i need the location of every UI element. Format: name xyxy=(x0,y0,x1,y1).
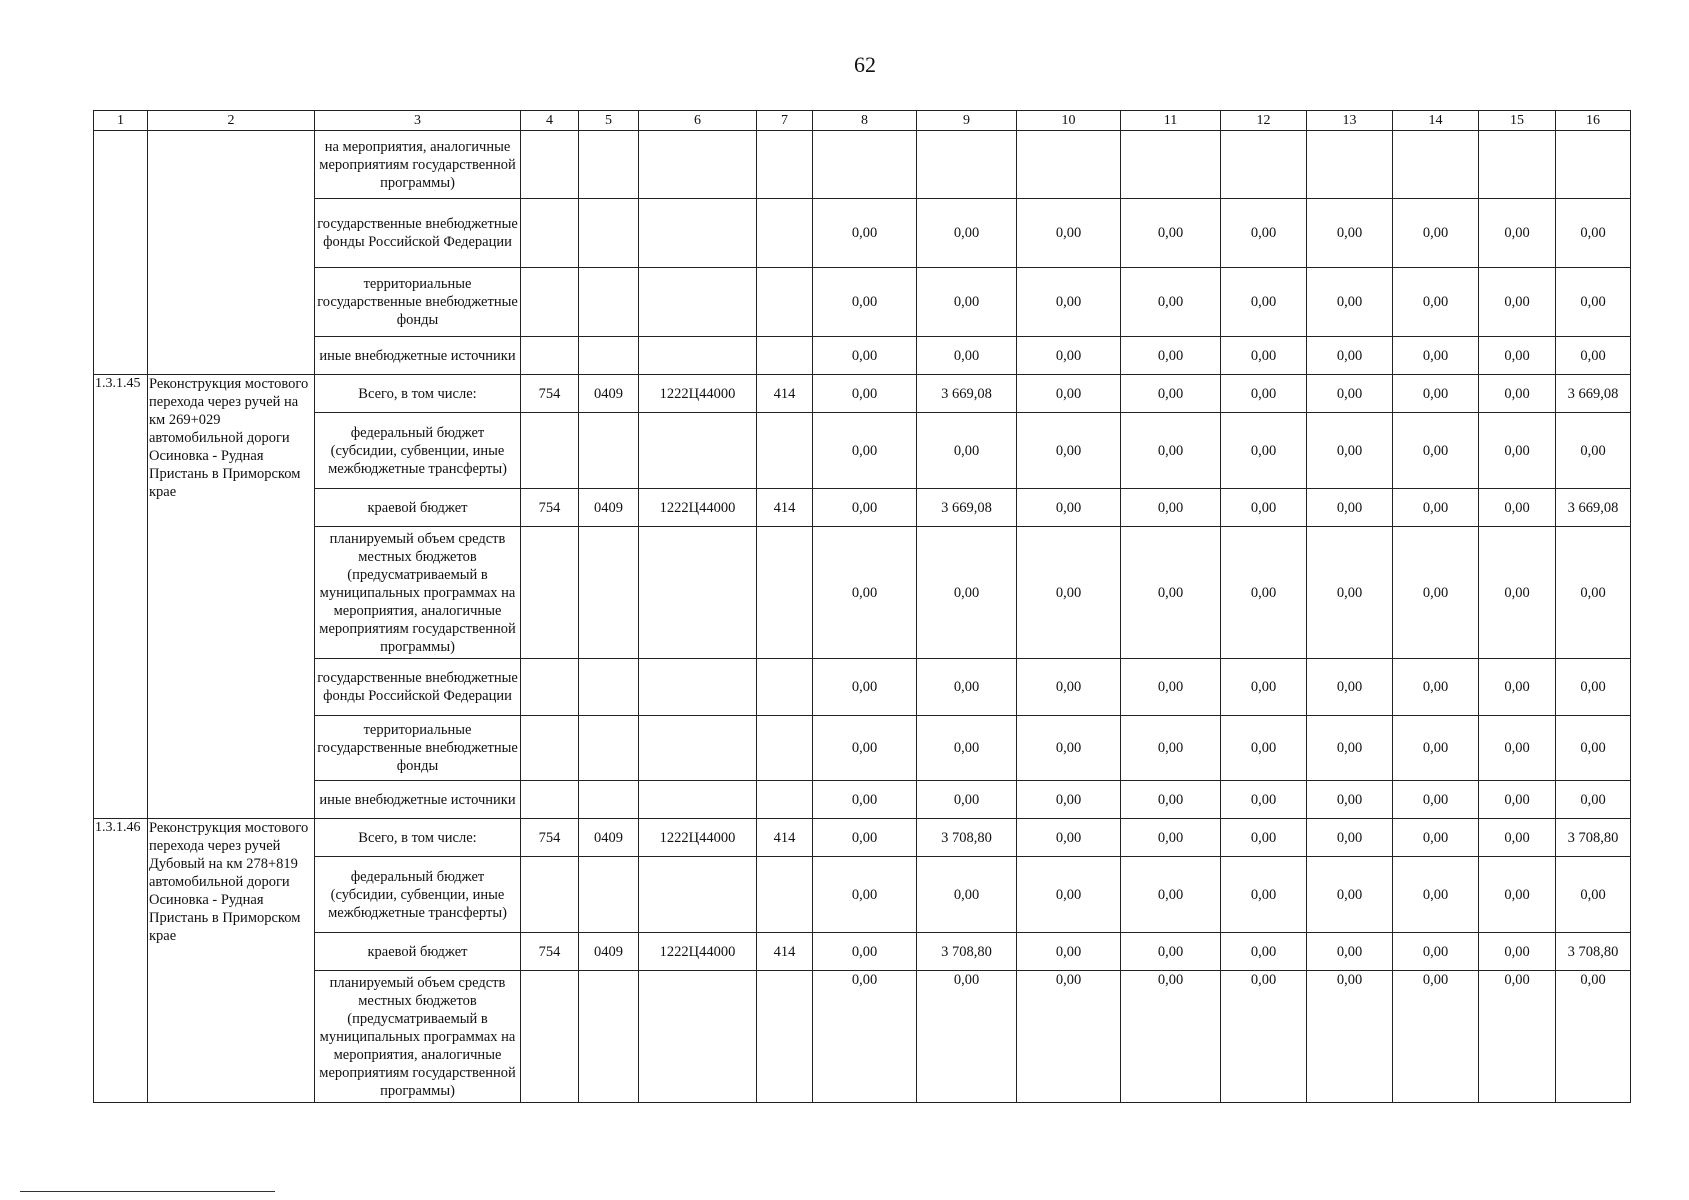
header-cell: 7 xyxy=(757,111,813,131)
table-row xyxy=(94,857,1631,933)
value-cell: 0,00 xyxy=(1121,527,1221,659)
value-cell: 0,00 xyxy=(1479,199,1556,268)
value-cell: 0,00 xyxy=(1479,527,1556,659)
value-cell: 0,00 xyxy=(1393,413,1479,489)
value-cell: 0,00 xyxy=(1221,413,1307,489)
value-cell: 0,00 xyxy=(1017,337,1121,375)
header-cell: 13 xyxy=(1307,111,1393,131)
value-cell: 0,00 xyxy=(917,413,1017,489)
source-label-cell: иные внебюджетные источники xyxy=(315,781,521,819)
source-label-cell: Всего, в том числе: xyxy=(315,819,521,857)
value-cell: 0,00 xyxy=(1393,857,1479,933)
value-cell: 0,00 xyxy=(1307,337,1393,375)
value-cell: 3 708,80 xyxy=(917,933,1017,971)
value-cell: 0,00 xyxy=(1393,199,1479,268)
value-cell: 0,00 xyxy=(1017,268,1121,337)
value-cell: 0,00 xyxy=(1017,489,1121,527)
source-label-cell: федеральный бюджет (субсидии, субвенции, иные межбюджетные трансферты) xyxy=(315,413,521,489)
value-cell: 0,00 xyxy=(813,971,917,1103)
value-cell: 0,00 xyxy=(1556,337,1631,375)
code-cell xyxy=(579,659,639,716)
value-cell: 0,00 xyxy=(1556,716,1631,781)
value-cell: 0,00 xyxy=(1121,819,1221,857)
value-cell: 0,00 xyxy=(1479,659,1556,716)
value-cell: 0,00 xyxy=(1556,268,1631,337)
code-cell xyxy=(521,971,579,1103)
source-label-cell: на мероприятия, аналогичные мероприятиям государственной программы) xyxy=(315,131,521,199)
value-cell: 0,00 xyxy=(1556,971,1631,1103)
value-cell: 0,00 xyxy=(1121,971,1221,1103)
value-cell: 0,00 xyxy=(1121,716,1221,781)
code-cell: 754 xyxy=(521,489,579,527)
code-cell xyxy=(639,659,757,716)
value-cell: 0,00 xyxy=(1479,857,1556,933)
value-cell: 0,00 xyxy=(1479,933,1556,971)
code-cell xyxy=(639,857,757,933)
value-cell: 3 708,80 xyxy=(1556,933,1631,971)
code-cell xyxy=(579,131,639,199)
value-cell: 0,00 xyxy=(1479,971,1556,1103)
value-cell: 0,00 xyxy=(1479,337,1556,375)
value-cell: 0,00 xyxy=(1307,781,1393,819)
value-cell: 0,00 xyxy=(1393,527,1479,659)
value-cell: 0,00 xyxy=(1479,716,1556,781)
value-cell: 0,00 xyxy=(813,857,917,933)
code-cell: 754 xyxy=(521,819,579,857)
value-cell: 0,00 xyxy=(1121,489,1221,527)
value-cell: 0,00 xyxy=(1393,268,1479,337)
code-cell xyxy=(579,413,639,489)
code-cell xyxy=(757,659,813,716)
value-cell: 0,00 xyxy=(1017,199,1121,268)
value-cell: 0,00 xyxy=(1307,857,1393,933)
value-cell: 0,00 xyxy=(1393,375,1479,413)
value-cell: 0,00 xyxy=(1017,527,1121,659)
code-cell xyxy=(579,527,639,659)
code-cell: 754 xyxy=(521,375,579,413)
value-cell: 0,00 xyxy=(917,716,1017,781)
value-cell: 0,00 xyxy=(1307,199,1393,268)
code-cell xyxy=(757,857,813,933)
value-cell xyxy=(1393,131,1479,199)
code-cell xyxy=(639,971,757,1103)
value-cell: 0,00 xyxy=(1221,819,1307,857)
value-cell: 0,00 xyxy=(813,413,917,489)
code-cell xyxy=(521,716,579,781)
header-cell: 5 xyxy=(579,111,639,131)
value-cell: 0,00 xyxy=(1307,375,1393,413)
header-cell: 10 xyxy=(1017,111,1121,131)
value-cell: 0,00 xyxy=(917,781,1017,819)
item-code-cell: 1.3.1.45 xyxy=(94,375,148,819)
value-cell xyxy=(1017,131,1121,199)
table-row xyxy=(94,375,1631,413)
code-cell xyxy=(639,199,757,268)
source-label-cell: планируемый объем средств местных бюджетов (предусматриваемый в муниципальных программах на мероприятия, аналогичные мероприятиям государственной программы) xyxy=(315,527,521,659)
header-cell: 2 xyxy=(148,111,315,131)
value-cell: 0,00 xyxy=(1479,819,1556,857)
code-cell xyxy=(579,971,639,1103)
code-cell xyxy=(579,199,639,268)
code-cell xyxy=(579,857,639,933)
value-cell: 0,00 xyxy=(1121,781,1221,819)
value-cell: 0,00 xyxy=(813,781,917,819)
value-cell: 0,00 xyxy=(917,337,1017,375)
value-cell: 3 669,08 xyxy=(1556,489,1631,527)
code-cell xyxy=(579,268,639,337)
value-cell: 3 708,80 xyxy=(1556,819,1631,857)
value-cell xyxy=(813,131,917,199)
value-cell: 0,00 xyxy=(1307,527,1393,659)
footnote-rule xyxy=(20,1191,275,1192)
code-cell xyxy=(639,413,757,489)
value-cell: 0,00 xyxy=(813,489,917,527)
code-cell xyxy=(639,716,757,781)
table-row xyxy=(94,131,1631,199)
source-label-cell: государственные внебюджетные фонды Российской Федерации xyxy=(315,659,521,716)
table-row xyxy=(94,337,1631,375)
code-cell xyxy=(639,781,757,819)
source-label-cell: территориальные государственные внебюджетные фонды xyxy=(315,716,521,781)
value-cell: 0,00 xyxy=(1307,489,1393,527)
item-code-cell: 1.3.1.46 xyxy=(94,819,148,1103)
code-cell xyxy=(521,781,579,819)
code-cell: 0409 xyxy=(579,375,639,413)
header-cell: 15 xyxy=(1479,111,1556,131)
value-cell: 0,00 xyxy=(1479,413,1556,489)
source-label-cell: иные внебюджетные источники xyxy=(315,337,521,375)
header-cell: 14 xyxy=(1393,111,1479,131)
value-cell: 0,00 xyxy=(1017,413,1121,489)
value-cell: 0,00 xyxy=(1221,971,1307,1103)
item-name-cell: Реконструкция мостового перехода через ручей на км 269+029 автомобильной дороги Осиновка - Рудная Пристань в Приморском крае xyxy=(148,375,315,819)
value-cell xyxy=(1479,131,1556,199)
value-cell: 0,00 xyxy=(1221,489,1307,527)
value-cell: 0,00 xyxy=(917,527,1017,659)
value-cell: 0,00 xyxy=(1393,781,1479,819)
table-row xyxy=(94,489,1631,527)
header-cell: 8 xyxy=(813,111,917,131)
value-cell: 0,00 xyxy=(813,268,917,337)
code-cell: 0409 xyxy=(579,489,639,527)
value-cell: 0,00 xyxy=(813,933,917,971)
header-cell: 12 xyxy=(1221,111,1307,131)
value-cell: 0,00 xyxy=(1393,716,1479,781)
value-cell: 0,00 xyxy=(1221,857,1307,933)
value-cell: 0,00 xyxy=(1556,413,1631,489)
source-label-cell: Всего, в том числе: xyxy=(315,375,521,413)
value-cell: 0,00 xyxy=(813,716,917,781)
value-cell: 0,00 xyxy=(1556,781,1631,819)
value-cell: 0,00 xyxy=(1307,971,1393,1103)
header-cell: 16 xyxy=(1556,111,1631,131)
code-cell xyxy=(579,337,639,375)
source-label-cell: планируемый объем средств местных бюджетов (предусматриваемый в муниципальных программах на мероприятия, аналогичные мероприятиям государственной программы) xyxy=(315,971,521,1103)
code-cell xyxy=(639,337,757,375)
value-cell: 0,00 xyxy=(1121,413,1221,489)
code-cell xyxy=(521,527,579,659)
value-cell: 0,00 xyxy=(813,199,917,268)
code-cell xyxy=(639,527,757,659)
value-cell: 0,00 xyxy=(1121,337,1221,375)
table-row xyxy=(94,659,1631,716)
page-number: 62 xyxy=(854,52,876,77)
value-cell: 0,00 xyxy=(1221,781,1307,819)
value-cell: 0,00 xyxy=(1121,659,1221,716)
code-cell: 414 xyxy=(757,933,813,971)
value-cell: 0,00 xyxy=(1221,527,1307,659)
value-cell: 0,00 xyxy=(1017,933,1121,971)
value-cell: 0,00 xyxy=(1221,337,1307,375)
value-cell: 0,00 xyxy=(1307,659,1393,716)
code-cell: 0409 xyxy=(579,933,639,971)
code-cell: 1222Ц44000 xyxy=(639,933,757,971)
value-cell xyxy=(1121,131,1221,199)
header-row xyxy=(94,111,1631,131)
value-cell: 0,00 xyxy=(1556,659,1631,716)
value-cell: 3 669,08 xyxy=(917,489,1017,527)
value-cell: 0,00 xyxy=(1017,375,1121,413)
item-name-cell: Реконструкция мостового перехода через ручей Дубовый на км 278+819 автомобильной дороги Осиновка - Рудная Пристань в Приморском крае xyxy=(148,819,315,1103)
value-cell: 0,00 xyxy=(813,337,917,375)
code-cell xyxy=(757,527,813,659)
code-cell xyxy=(579,781,639,819)
code-cell xyxy=(639,268,757,337)
code-cell xyxy=(757,131,813,199)
header-cell: 4 xyxy=(521,111,579,131)
value-cell: 0,00 xyxy=(1221,659,1307,716)
table-row xyxy=(94,268,1631,337)
code-cell xyxy=(757,413,813,489)
value-cell: 0,00 xyxy=(1479,268,1556,337)
value-cell: 0,00 xyxy=(1221,375,1307,413)
value-cell: 0,00 xyxy=(1017,857,1121,933)
value-cell: 0,00 xyxy=(1017,971,1121,1103)
value-cell: 0,00 xyxy=(1479,489,1556,527)
value-cell: 0,00 xyxy=(1393,819,1479,857)
value-cell: 0,00 xyxy=(1556,857,1631,933)
code-cell: 0409 xyxy=(579,819,639,857)
code-cell: 414 xyxy=(757,819,813,857)
value-cell: 0,00 xyxy=(1556,199,1631,268)
value-cell: 0,00 xyxy=(1221,716,1307,781)
code-cell xyxy=(521,337,579,375)
code-cell xyxy=(757,199,813,268)
table-row xyxy=(94,527,1631,659)
source-label-cell: краевой бюджет xyxy=(315,933,521,971)
value-cell: 3 669,08 xyxy=(917,375,1017,413)
source-label-cell: территориальные государственные внебюджетные фонды xyxy=(315,268,521,337)
code-cell xyxy=(521,413,579,489)
value-cell xyxy=(1307,131,1393,199)
value-cell: 0,00 xyxy=(1393,971,1479,1103)
value-cell xyxy=(1221,131,1307,199)
value-cell: 0,00 xyxy=(1479,375,1556,413)
value-cell: 0,00 xyxy=(813,659,917,716)
source-label-cell: федеральный бюджет (субсидии, субвенции, иные межбюджетные трансферты) xyxy=(315,857,521,933)
value-cell: 0,00 xyxy=(1221,268,1307,337)
code-cell xyxy=(521,659,579,716)
value-cell: 0,00 xyxy=(1121,199,1221,268)
value-cell: 0,00 xyxy=(917,971,1017,1103)
value-cell: 0,00 xyxy=(917,199,1017,268)
code-cell xyxy=(757,781,813,819)
source-label-cell: краевой бюджет xyxy=(315,489,521,527)
value-cell: 0,00 xyxy=(813,527,917,659)
table-row xyxy=(94,199,1631,268)
value-cell xyxy=(1556,131,1631,199)
value-cell xyxy=(917,131,1017,199)
code-cell xyxy=(757,716,813,781)
value-cell: 0,00 xyxy=(917,268,1017,337)
code-cell xyxy=(757,268,813,337)
value-cell: 0,00 xyxy=(1393,337,1479,375)
value-cell: 0,00 xyxy=(1393,933,1479,971)
value-cell: 3 708,80 xyxy=(917,819,1017,857)
code-cell: 414 xyxy=(757,489,813,527)
value-cell: 3 669,08 xyxy=(1556,375,1631,413)
value-cell: 0,00 xyxy=(1221,933,1307,971)
value-cell: 0,00 xyxy=(1121,857,1221,933)
code-cell: 414 xyxy=(757,375,813,413)
header-cell: 1 xyxy=(94,111,148,131)
value-cell: 0,00 xyxy=(813,819,917,857)
value-cell: 0,00 xyxy=(1393,659,1479,716)
value-cell: 0,00 xyxy=(1017,781,1121,819)
header-cell: 9 xyxy=(917,111,1017,131)
code-cell xyxy=(757,337,813,375)
source-label-cell: государственные внебюджетные фонды Российской Федерации xyxy=(315,199,521,268)
table-row xyxy=(94,413,1631,489)
code-cell: 1222Ц44000 xyxy=(639,489,757,527)
code-cell xyxy=(521,199,579,268)
value-cell: 0,00 xyxy=(1121,268,1221,337)
value-cell: 0,00 xyxy=(1221,199,1307,268)
table-row xyxy=(94,933,1631,971)
header-cell: 6 xyxy=(639,111,757,131)
value-cell: 0,00 xyxy=(1121,933,1221,971)
code-cell xyxy=(521,268,579,337)
code-cell xyxy=(579,716,639,781)
table-row xyxy=(94,781,1631,819)
code-cell: 1222Ц44000 xyxy=(639,819,757,857)
value-cell: 0,00 xyxy=(1393,489,1479,527)
value-cell: 0,00 xyxy=(1017,716,1121,781)
value-cell: 0,00 xyxy=(1479,781,1556,819)
table-row xyxy=(94,971,1631,1103)
value-cell: 0,00 xyxy=(1307,933,1393,971)
table-row xyxy=(94,716,1631,781)
value-cell: 0,00 xyxy=(917,857,1017,933)
code-cell xyxy=(521,131,579,199)
value-cell: 0,00 xyxy=(1307,268,1393,337)
code-cell: 1222Ц44000 xyxy=(639,375,757,413)
budget-table xyxy=(93,110,1631,1103)
code-cell xyxy=(757,971,813,1103)
value-cell: 0,00 xyxy=(1307,819,1393,857)
table-body xyxy=(94,111,1631,1103)
header-cell: 3 xyxy=(315,111,521,131)
value-cell: 0,00 xyxy=(1556,527,1631,659)
code-cell: 754 xyxy=(521,933,579,971)
value-cell: 0,00 xyxy=(1017,659,1121,716)
value-cell: 0,00 xyxy=(917,659,1017,716)
value-cell: 0,00 xyxy=(1307,716,1393,781)
table-row xyxy=(94,819,1631,857)
value-cell: 0,00 xyxy=(813,375,917,413)
header-cell: 11 xyxy=(1121,111,1221,131)
value-cell: 0,00 xyxy=(1017,819,1121,857)
value-cell: 0,00 xyxy=(1121,375,1221,413)
value-cell: 0,00 xyxy=(1307,413,1393,489)
item-name-cell xyxy=(148,131,315,375)
item-code-cell xyxy=(94,131,148,375)
code-cell xyxy=(639,131,757,199)
code-cell xyxy=(521,857,579,933)
